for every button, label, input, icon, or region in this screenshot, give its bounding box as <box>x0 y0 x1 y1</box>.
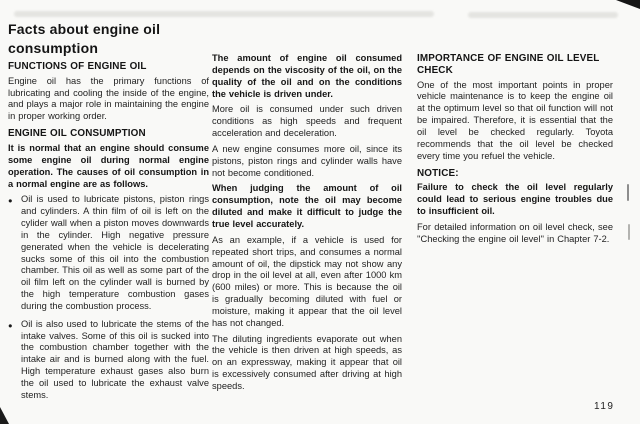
heading-functions-of-engine-oil: FUNCTIONS OF ENGINE OIL <box>8 61 147 72</box>
consumption-causes-list <box>8 194 209 401</box>
paragraph-detail-reference: For detailed information on oil level check, see ''Checking the engine oil level'' in Chapter 7-2. <box>417 221 613 244</box>
page-title-line2: consumption <box>8 40 99 56</box>
column-left <box>8 61 209 408</box>
list-item-text: Oil is also used to lubricate the stems of the intake valves. Some of this oil is sucked into the combustion chamber together with the intake air and is burned along with the fuel. High temperature exhaust gases also burn the oil used to lubricate the exhaust valve stems. <box>21 318 209 400</box>
paragraph-oil-amount: The amount of engine oil consumed depends on the viscosity of the oil, on the quality of the oil and on the conditions the vehicle is driven under. <box>212 53 402 99</box>
paragraph-importance: One of the most important points in proper vehicle maintenance is to keep the engine oil at the optimum level so that oil function will not be impaired. Therefore, it is essential that the oil level be checked regularly. Toyota recommends that the oil level be checked every time you refuel the vehicle. <box>417 79 613 161</box>
page-corner-shadow-top-right <box>616 0 640 9</box>
list-item <box>8 319 209 402</box>
column-middle <box>212 53 402 397</box>
paragraph-example: As an example, if a vehicle is used for repeated short trips, and consumes a normal amount of oil, the dipstick may not show any drop in the oil level at all, even after 1000 km (600 miles) or more. This is because the oil is gradually becoming diluted with fuel or moisture, making it appear that the oil level has not changed. <box>212 234 402 328</box>
paragraph-notice: Failure to check the oil level regularly could lead to serious engine troubles due to insufficient oil. <box>417 182 613 216</box>
heading-notice: NOTICE: <box>417 167 459 179</box>
heading-engine-oil-consumption: ENGINE OIL CONSUMPTION <box>8 128 146 140</box>
paragraph-consumption-intro: It is normal that an engine should consume some engine oil during normal engine operation. The causes of oil consumption in a normal engine are as follows. <box>8 142 209 189</box>
column-right <box>417 53 613 250</box>
page-title <box>8 20 238 58</box>
scan-edge-mark <box>628 224 630 240</box>
scan-smudge <box>468 12 618 18</box>
paragraph-new-engine: A new engine consumes more oil, since its pistons, piston rings and cylinder walls have not become conditioned. <box>212 143 402 178</box>
scan-edge-mark <box>627 184 629 201</box>
paragraph-functions: Engine oil has the primary functions of lubricating and cooling the inside of the engine, and plays a major role in maintaining the engine in proper working order. <box>8 75 209 122</box>
paragraph-diluting: The diluting ingredients evaporate out when the vehicle is then driven at high speeds, as on an expressway, making it appear that oil is excessively consumed after driving at high speeds. <box>212 333 402 391</box>
bullet-icon: ● <box>8 320 13 330</box>
paragraph-more-oil: More oil is consumed under such driven conditions as high speeds and frequent acceleration and deceleration. <box>212 104 402 139</box>
page-number: 119 <box>594 401 615 412</box>
bullet-icon: ● <box>8 196 13 206</box>
list-item-text: Oil is used to lubricate pistons, piston rings and cylinders. A thin film of oil is left on the cylider wall when a piston moves downwards in the cylinder. High negative pressure generated when the vehicle is decelerating sucks some of this oil into the combustion chamber. This oil as well as some part of the oil film left on the cylinder wall is burned by the high temperature combustion gases during the combustion process. <box>21 194 209 311</box>
page-corner-shadow-bottom-left <box>0 407 9 424</box>
paragraph-judging: When judging the amount of oil consumption, note the oil may become diluted and make it difficult to judge the true level accurately. <box>212 183 402 229</box>
heading-importance-oil-level-check: IMPORTANCE OF ENGINE OIL LEVEL CHECK <box>417 53 600 76</box>
scan-smudge <box>14 11 434 17</box>
list-item <box>8 194 209 312</box>
page-title-line1: Facts about engine oil <box>8 21 161 37</box>
